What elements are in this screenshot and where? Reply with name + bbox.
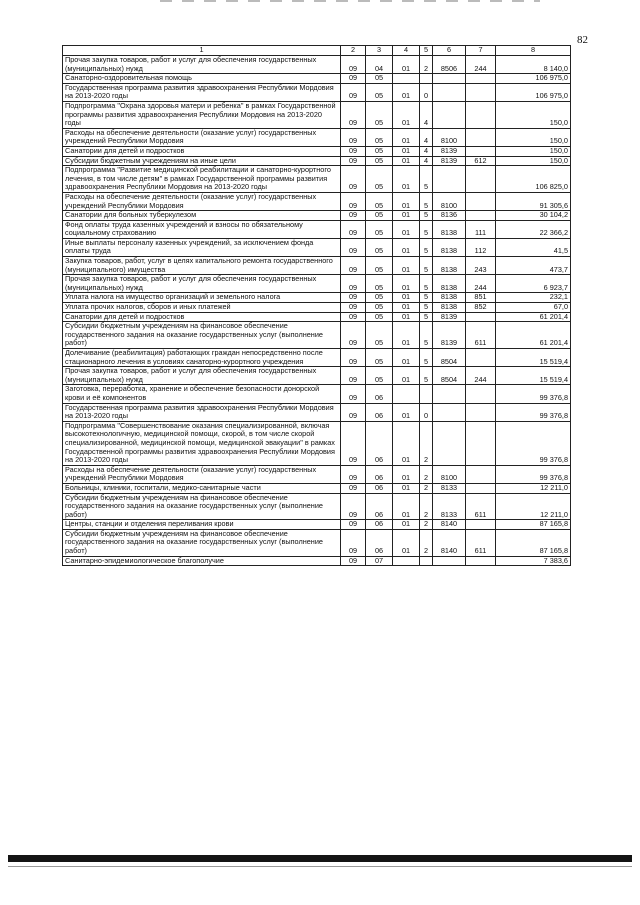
- program-code-cell: 01: [393, 192, 420, 210]
- target-article-cell: [433, 421, 466, 465]
- subprogram-code-cell: 2: [420, 465, 433, 483]
- program-code-cell: 01: [393, 303, 420, 313]
- expense-type-cell: 244: [466, 275, 496, 293]
- target-article-cell: 8100: [433, 192, 466, 210]
- table-row: [63, 238, 571, 256]
- amount-cell: 22 366,2: [496, 220, 571, 238]
- table-body: [63, 56, 571, 566]
- subsection-code-cell: 06: [366, 520, 393, 530]
- row-name-cell: Уплата прочих налогов, сборов и иных платежей: [63, 303, 341, 313]
- amount-cell: 30 104,2: [496, 211, 571, 221]
- section-code-cell: 09: [341, 192, 366, 210]
- subprogram-code-cell: 4: [420, 128, 433, 146]
- target-article-cell: 8140: [433, 520, 466, 530]
- amount-cell: 61 201,4: [496, 322, 571, 349]
- program-code-cell: [393, 556, 420, 566]
- subsection-code-cell: 06: [366, 421, 393, 465]
- table-row: [63, 275, 571, 293]
- subsection-code-cell: 05: [366, 220, 393, 238]
- section-code-cell: 09: [341, 483, 366, 493]
- section-code-cell: 09: [341, 349, 366, 367]
- section-code-cell: 09: [341, 465, 366, 483]
- expense-type-cell: [466, 385, 496, 403]
- amount-cell: 87 165,8: [496, 520, 571, 530]
- row-name-cell: Иные выплаты персоналу казенных учреждений, за исключением фонда оплаты труда: [63, 238, 341, 256]
- target-article-cell: [433, 101, 466, 128]
- expense-type-cell: [466, 211, 496, 221]
- program-code-cell: 01: [393, 349, 420, 367]
- table-row: [63, 403, 571, 421]
- subsection-code-cell: 05: [366, 349, 393, 367]
- subsection-code-cell: 07: [366, 556, 393, 566]
- subprogram-code-cell: 5: [420, 293, 433, 303]
- row-name-cell: Расходы на обеспечение деятельности (оказание услуг) государственных учреждений Республики Мордовия: [63, 465, 341, 483]
- expense-type-cell: [466, 101, 496, 128]
- row-name-cell: Центры, станции и отделения переливания крови: [63, 520, 341, 530]
- table-row: [63, 421, 571, 465]
- subprogram-code-cell: 4: [420, 156, 433, 166]
- section-code-cell: 09: [341, 421, 366, 465]
- table-row: [63, 385, 571, 403]
- section-code-cell: 09: [341, 238, 366, 256]
- page-number: 82: [577, 34, 588, 46]
- amount-cell: 8 140,0: [496, 56, 571, 74]
- subprogram-code-cell: 4: [420, 146, 433, 156]
- subsection-code-cell: 05: [366, 83, 393, 101]
- subprogram-code-cell: 5: [420, 312, 433, 322]
- expense-type-cell: 244: [466, 367, 496, 385]
- amount-cell: 232,1: [496, 293, 571, 303]
- table-row: [63, 192, 571, 210]
- target-article-cell: 8138: [433, 293, 466, 303]
- table-row: [63, 293, 571, 303]
- section-code-cell: 09: [341, 529, 366, 556]
- amount-cell: 150,0: [496, 146, 571, 156]
- row-name-cell: Прочая закупка товаров, работ и услуг для обеспечения государственных (муниципальных) нужд: [63, 275, 341, 293]
- table-header-row: [63, 46, 571, 56]
- table-row: [63, 465, 571, 483]
- subprogram-code-cell: [420, 74, 433, 84]
- target-article-cell: 8138: [433, 275, 466, 293]
- target-article-cell: [433, 385, 466, 403]
- section-code-cell: 09: [341, 303, 366, 313]
- program-code-cell: 01: [393, 465, 420, 483]
- expense-type-cell: [466, 146, 496, 156]
- table-row: [63, 367, 571, 385]
- expense-type-cell: 243: [466, 257, 496, 275]
- program-code-cell: 01: [393, 101, 420, 128]
- section-code-cell: 09: [341, 56, 366, 74]
- subprogram-code-cell: 5: [420, 367, 433, 385]
- amount-cell: 150,0: [496, 101, 571, 128]
- section-code-cell: 09: [341, 257, 366, 275]
- subsection-code-cell: 06: [366, 403, 393, 421]
- expense-type-cell: [466, 128, 496, 146]
- column-header: 3: [366, 46, 393, 56]
- expense-type-cell: [466, 312, 496, 322]
- program-code-cell: 01: [393, 483, 420, 493]
- expense-type-cell: [466, 349, 496, 367]
- section-code-cell: 09: [341, 322, 366, 349]
- amount-cell: 12 211,0: [496, 493, 571, 520]
- subsection-code-cell: 05: [366, 192, 393, 210]
- column-header: 2: [341, 46, 366, 56]
- program-code-cell: 01: [393, 493, 420, 520]
- amount-cell: 67,0: [496, 303, 571, 313]
- subsection-code-cell: 05: [366, 211, 393, 221]
- row-name-cell: Субсидии бюджетным учреждениям на финансовое обеспечение государственного задания на оказание государственных услуг (выполнение работ): [63, 322, 341, 349]
- expense-type-cell: 611: [466, 529, 496, 556]
- expense-type-cell: [466, 421, 496, 465]
- program-code-cell: 01: [393, 421, 420, 465]
- subprogram-code-cell: 5: [420, 166, 433, 193]
- amount-cell: 106 975,0: [496, 83, 571, 101]
- table-row: [63, 556, 571, 566]
- table-row: [63, 146, 571, 156]
- program-code-cell: 01: [393, 83, 420, 101]
- expense-type-cell: [466, 403, 496, 421]
- amount-cell: 6 923,7: [496, 275, 571, 293]
- subprogram-code-cell: 2: [420, 520, 433, 530]
- section-code-cell: 09: [341, 385, 366, 403]
- row-name-cell: Подпрограмма "Развитие медицинской реабилитации и санаторно-курортного лечения, в том числе детям" в рамках Государственной программы развития здравоохранения Республики Мордовия на 2013-2020 годы: [63, 166, 341, 193]
- subprogram-code-cell: 2: [420, 56, 433, 74]
- target-article-cell: 8504: [433, 349, 466, 367]
- table-row: [63, 312, 571, 322]
- expense-type-cell: [466, 192, 496, 210]
- table-row: [63, 322, 571, 349]
- subsection-code-cell: 05: [366, 166, 393, 193]
- program-code-cell: 01: [393, 257, 420, 275]
- program-code-cell: 01: [393, 520, 420, 530]
- program-code-cell: 01: [393, 220, 420, 238]
- target-article-cell: 8138: [433, 257, 466, 275]
- row-name-cell: Заготовка, переработка, хранение и обеспечение безопасности донорской крови и её компонентов: [63, 385, 341, 403]
- section-code-cell: 09: [341, 312, 366, 322]
- section-code-cell: 09: [341, 293, 366, 303]
- expense-type-cell: 244: [466, 56, 496, 74]
- expense-type-cell: 112: [466, 238, 496, 256]
- subsection-code-cell: 05: [366, 293, 393, 303]
- amount-cell: 99 376,8: [496, 465, 571, 483]
- target-article-cell: 8100: [433, 465, 466, 483]
- amount-cell: 99 376,8: [496, 403, 571, 421]
- program-code-cell: [393, 74, 420, 84]
- target-article-cell: [433, 83, 466, 101]
- row-name-cell: Фонд оплаты труда казенных учреждений и взносы по обязательному социальному страхованию: [63, 220, 341, 238]
- subsection-code-cell: 05: [366, 312, 393, 322]
- program-code-cell: [393, 385, 420, 403]
- column-header: 7: [466, 46, 496, 56]
- amount-cell: 150,0: [496, 156, 571, 166]
- scan-edge-artifact: [160, 0, 540, 2]
- subsection-code-cell: 06: [366, 493, 393, 520]
- table-row: [63, 156, 571, 166]
- amount-cell: 99 376,8: [496, 421, 571, 465]
- section-code-cell: 09: [341, 156, 366, 166]
- subsection-code-cell: 05: [366, 275, 393, 293]
- program-code-cell: 01: [393, 128, 420, 146]
- row-name-cell: Прочая закупка товаров, работ и услуг для обеспечения государственных (муниципальных) нужд: [63, 367, 341, 385]
- expense-type-cell: [466, 74, 496, 84]
- subprogram-code-cell: 2: [420, 529, 433, 556]
- subsection-code-cell: 05: [366, 101, 393, 128]
- expense-type-cell: [466, 520, 496, 530]
- expense-type-cell: [466, 556, 496, 566]
- budget-table: [62, 45, 571, 566]
- column-header: 4: [393, 46, 420, 56]
- subprogram-code-cell: 5: [420, 238, 433, 256]
- row-name-cell: Субсидии бюджетным учреждениям на финансовое обеспечение государственного задания на оказание государственных услуг (выполнение работ): [63, 529, 341, 556]
- subprogram-code-cell: 2: [420, 421, 433, 465]
- target-article-cell: 8136: [433, 211, 466, 221]
- table-row: [63, 166, 571, 193]
- amount-cell: 87 165,8: [496, 529, 571, 556]
- subsection-code-cell: 04: [366, 56, 393, 74]
- section-code-cell: 09: [341, 220, 366, 238]
- expense-type-cell: 612: [466, 156, 496, 166]
- section-code-cell: 09: [341, 83, 366, 101]
- target-article-cell: 8140: [433, 529, 466, 556]
- target-article-cell: [433, 74, 466, 84]
- table-row: [63, 128, 571, 146]
- program-code-cell: 01: [393, 238, 420, 256]
- target-article-cell: [433, 556, 466, 566]
- table-row: [63, 56, 571, 74]
- subsection-code-cell: 05: [366, 257, 393, 275]
- subprogram-code-cell: 5: [420, 349, 433, 367]
- program-code-cell: 01: [393, 312, 420, 322]
- target-article-cell: 8138: [433, 238, 466, 256]
- subsection-code-cell: 05: [366, 303, 393, 313]
- program-code-cell: 01: [393, 56, 420, 74]
- subprogram-code-cell: 5: [420, 220, 433, 238]
- row-name-cell: Подпрограмма "Совершенствование оказания специализированной, включая высокотехнологичную, медицинской помощи, скорой, в том числе скорой специализированной, медицинской помощи, медицинской эвакуации" в рамках Государственной программы развития здравоохранения Республики Мордовия на 2013-2020 годы: [63, 421, 341, 465]
- target-article-cell: 8139: [433, 322, 466, 349]
- section-code-cell: 09: [341, 146, 366, 156]
- program-code-cell: 01: [393, 367, 420, 385]
- row-name-cell: Государственная программа развития здравоохранения Республики Мордовия на 2013-2020 годы: [63, 403, 341, 421]
- row-name-cell: Санатории для детей и подростков: [63, 312, 341, 322]
- section-code-cell: 09: [341, 74, 366, 84]
- row-name-cell: Санитарно-эпидемиологическое благополучие: [63, 556, 341, 566]
- footer-line: [8, 866, 632, 867]
- subsection-code-cell: 05: [366, 367, 393, 385]
- amount-cell: 15 519,4: [496, 367, 571, 385]
- expense-type-cell: [466, 483, 496, 493]
- program-code-cell: 01: [393, 166, 420, 193]
- table-row: [63, 520, 571, 530]
- amount-cell: 41,5: [496, 238, 571, 256]
- table-row: [63, 74, 571, 84]
- subprogram-code-cell: 5: [420, 303, 433, 313]
- target-article-cell: [433, 166, 466, 193]
- target-article-cell: 8506: [433, 56, 466, 74]
- expense-type-cell: [466, 166, 496, 193]
- table-row: [63, 83, 571, 101]
- row-name-cell: Закупка товаров, работ, услуг в целях капитального ремонта государственного (муниципального) имущества: [63, 257, 341, 275]
- row-name-cell: Расходы на обеспечение деятельности (оказание услуг) государственных учреждений Республики Мордовия: [63, 192, 341, 210]
- expense-type-cell: [466, 465, 496, 483]
- row-name-cell: Прочая закупка товаров, работ и услуг для обеспечения государственных (муниципальных) нужд: [63, 56, 341, 74]
- expense-type-cell: 111: [466, 220, 496, 238]
- target-article-cell: 8504: [433, 367, 466, 385]
- section-code-cell: 09: [341, 211, 366, 221]
- amount-cell: 61 201,4: [496, 312, 571, 322]
- section-code-cell: 09: [341, 403, 366, 421]
- amount-cell: 91 305,6: [496, 192, 571, 210]
- amount-cell: 15 519,4: [496, 349, 571, 367]
- expense-type-cell: [466, 83, 496, 101]
- subsection-code-cell: 05: [366, 74, 393, 84]
- program-code-cell: 01: [393, 275, 420, 293]
- subprogram-code-cell: [420, 556, 433, 566]
- amount-cell: 99 376,8: [496, 385, 571, 403]
- expense-type-cell: 611: [466, 493, 496, 520]
- subprogram-code-cell: 5: [420, 192, 433, 210]
- row-name-cell: Субсидии бюджетным учреждениям на иные цели: [63, 156, 341, 166]
- table-row: [63, 211, 571, 221]
- target-article-cell: 8138: [433, 220, 466, 238]
- subprogram-code-cell: 5: [420, 257, 433, 275]
- subsection-code-cell: 05: [366, 146, 393, 156]
- program-code-cell: 01: [393, 529, 420, 556]
- column-header: 1: [63, 46, 341, 56]
- program-code-cell: 01: [393, 211, 420, 221]
- table-row: [63, 303, 571, 313]
- subsection-code-cell: 06: [366, 529, 393, 556]
- row-name-cell: Расходы на обеспечение деятельности (оказание услуг) государственных учреждений Республики Мордовия: [63, 128, 341, 146]
- amount-cell: 106 975,0: [496, 74, 571, 84]
- section-code-cell: 09: [341, 520, 366, 530]
- target-article-cell: 8133: [433, 483, 466, 493]
- subsection-code-cell: 06: [366, 483, 393, 493]
- subprogram-code-cell: 5: [420, 211, 433, 221]
- row-name-cell: Субсидии бюджетным учреждениям на финансовое обеспечение государственного задания на оказание государственных услуг (выполнение работ): [63, 493, 341, 520]
- expense-type-cell: 611: [466, 322, 496, 349]
- program-code-cell: 01: [393, 293, 420, 303]
- subsection-code-cell: 05: [366, 322, 393, 349]
- subprogram-code-cell: 5: [420, 275, 433, 293]
- subsection-code-cell: 06: [366, 385, 393, 403]
- section-code-cell: 09: [341, 556, 366, 566]
- row-name-cell: Санаторно-оздоровительная помощь: [63, 74, 341, 84]
- row-name-cell: Уплата налога на имущество организаций и земельного налога: [63, 293, 341, 303]
- expense-type-cell: 852: [466, 303, 496, 313]
- program-code-cell: 01: [393, 146, 420, 156]
- table-row: [63, 101, 571, 128]
- row-name-cell: Больницы, клиники, госпитали, медико-санитарные части: [63, 483, 341, 493]
- subprogram-code-cell: 0: [420, 83, 433, 101]
- target-article-cell: 8100: [433, 128, 466, 146]
- amount-cell: 106 825,0: [496, 166, 571, 193]
- subsection-code-cell: 05: [366, 128, 393, 146]
- row-name-cell: Долечивание (реабилитация) работающих граждан непосредственно после стационарного лечения в условиях санаторно-курортного учреждения: [63, 349, 341, 367]
- target-article-cell: 8139: [433, 156, 466, 166]
- table-row: [63, 529, 571, 556]
- amount-cell: 7 383,6: [496, 556, 571, 566]
- subprogram-code-cell: 2: [420, 493, 433, 520]
- table-row: [63, 349, 571, 367]
- subsection-code-cell: 05: [366, 156, 393, 166]
- table-row: [63, 493, 571, 520]
- expense-type-cell: 851: [466, 293, 496, 303]
- table-row: [63, 483, 571, 493]
- subsection-code-cell: 06: [366, 465, 393, 483]
- target-article-cell: 8138: [433, 303, 466, 313]
- amount-cell: 473,7: [496, 257, 571, 275]
- section-code-cell: 09: [341, 101, 366, 128]
- section-code-cell: 09: [341, 367, 366, 385]
- target-article-cell: 8139: [433, 312, 466, 322]
- subprogram-code-cell: 4: [420, 101, 433, 128]
- column-header: 5: [420, 46, 433, 56]
- target-article-cell: 8133: [433, 493, 466, 520]
- table-row: [63, 257, 571, 275]
- subprogram-code-cell: 2: [420, 483, 433, 493]
- amount-cell: 150,0: [496, 128, 571, 146]
- section-code-cell: 09: [341, 166, 366, 193]
- column-header: 8: [496, 46, 571, 56]
- table-row: [63, 220, 571, 238]
- footer-bar: [8, 855, 632, 862]
- subsection-code-cell: 05: [366, 238, 393, 256]
- section-code-cell: 09: [341, 275, 366, 293]
- row-name-cell: Санатории для детей и подростков: [63, 146, 341, 156]
- subprogram-code-cell: 0: [420, 403, 433, 421]
- row-name-cell: Санатории для больных туберкулезом: [63, 211, 341, 221]
- section-code-cell: 09: [341, 128, 366, 146]
- subprogram-code-cell: [420, 385, 433, 403]
- target-article-cell: 8139: [433, 146, 466, 156]
- row-name-cell: Государственная программа развития здравоохранения Республики Мордовия на 2013-2020 годы: [63, 83, 341, 101]
- amount-cell: 12 211,0: [496, 483, 571, 493]
- section-code-cell: 09: [341, 493, 366, 520]
- program-code-cell: 01: [393, 156, 420, 166]
- program-code-cell: 01: [393, 322, 420, 349]
- row-name-cell: Подпрограмма "Охрана здоровья матери и ребенка" в рамках Государственной программы развития здравоохранения Республики Мордовия на 2013-2020 годы: [63, 101, 341, 128]
- target-article-cell: [433, 403, 466, 421]
- program-code-cell: 01: [393, 403, 420, 421]
- column-header: 6: [433, 46, 466, 56]
- subprogram-code-cell: 5: [420, 322, 433, 349]
